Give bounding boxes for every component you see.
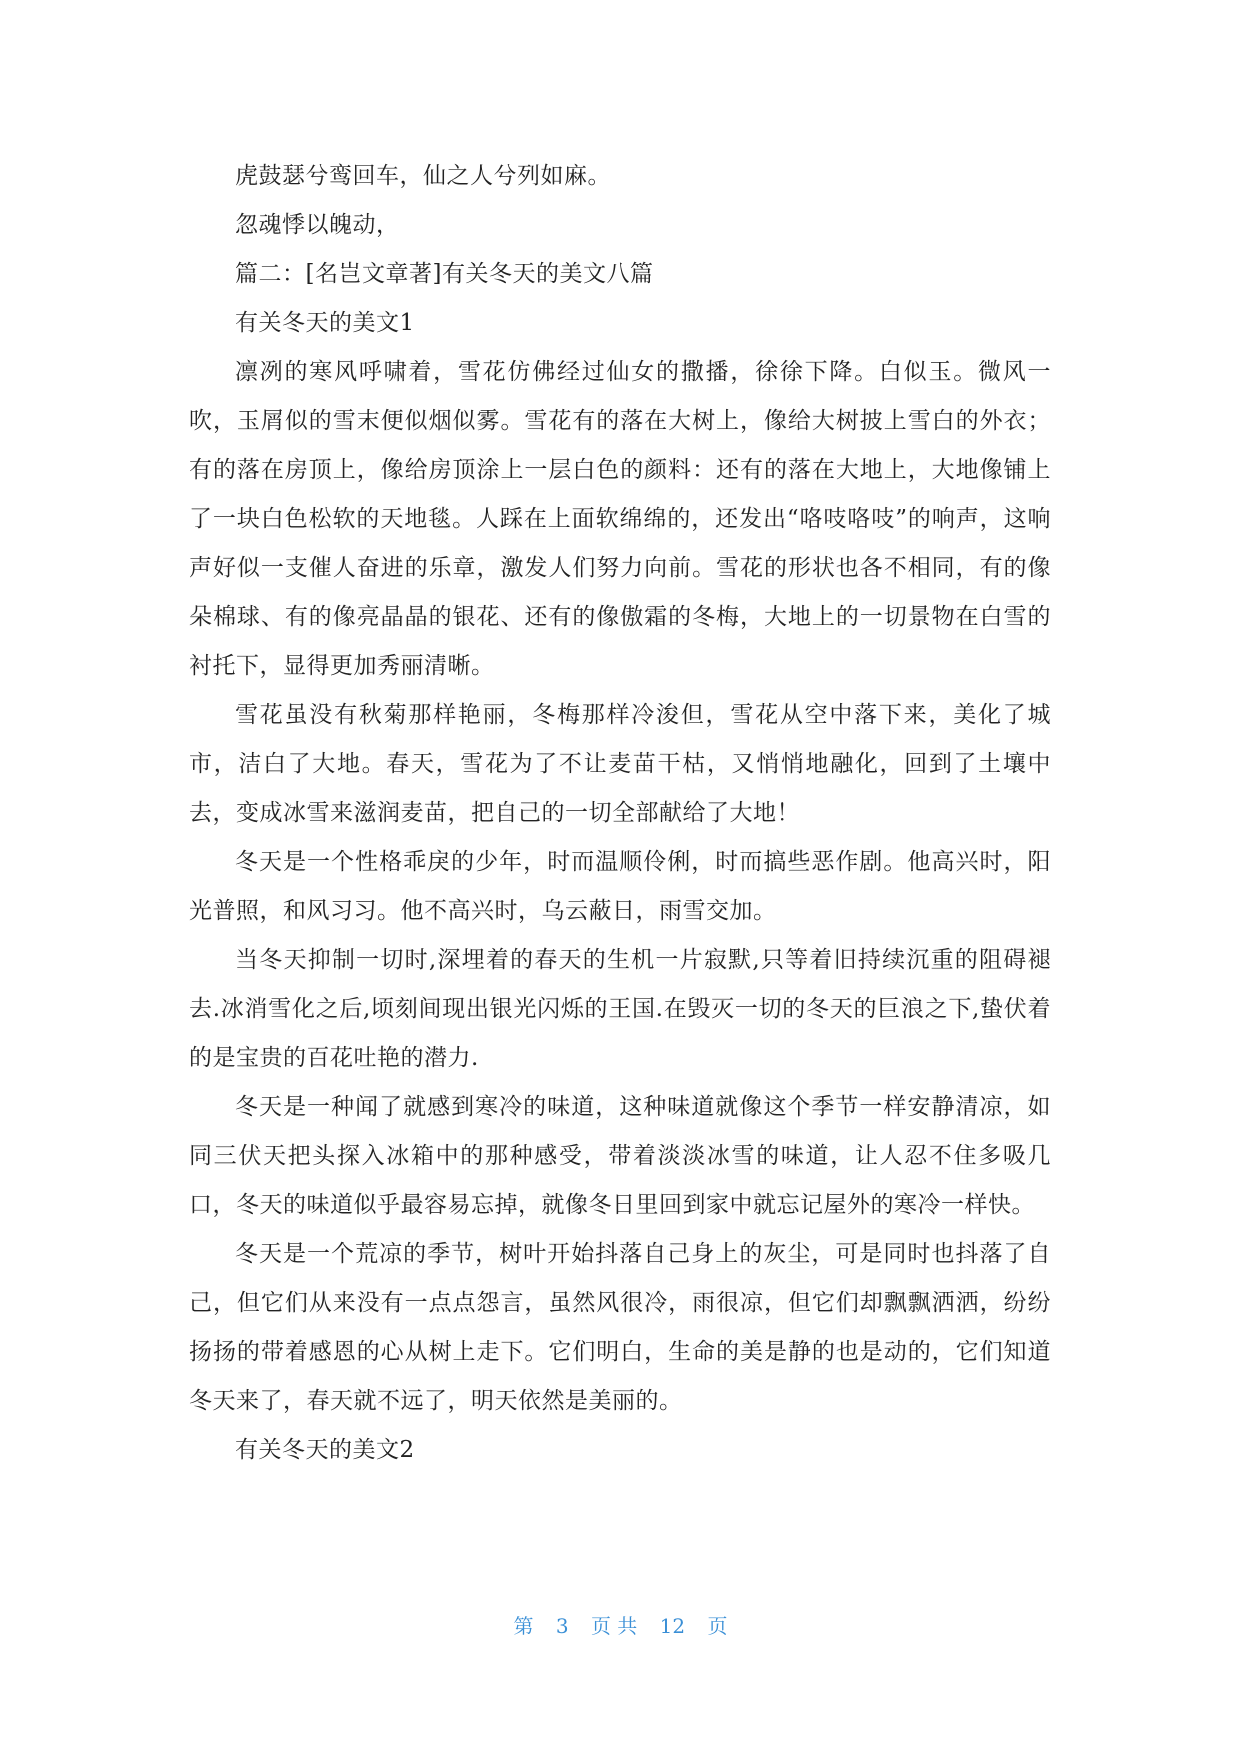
document-body [189,152,1051,1475]
footer-suffix: 页 [707,1614,728,1638]
footer-total-pages: 12 [659,1614,686,1638]
paragraph: 冬天是一个性格乖戾的少年，时而温顺伶俐，时而搞些恶作剧。他高兴时，阳光普照，和风习习。他不高兴时，乌云蔽日，雨雪交加。 [189,849,1051,924]
page-footer [0,1610,1241,1639]
paragraph: 冬天是一个荒凉的季节，树叶开始抖落自己身上的灰尘，可是同时也抖落了自己，但它们从来没有一点点怨言，虽然风很冷，雨很凉，但它们却飘飘洒洒，纷纷扬扬的带着感恩的心从树上走下。它们明白，生命的美是静的也是动的，它们知道冬天来了，春天就不远了，明天依然是美丽的。 [189,1241,1051,1414]
paragraph-poem-line-1: 虎鼓瑟兮鸾回车，仙之人兮列如麻。 [235,163,611,189]
paragraph-poem-line-2: 忽魂悸以魄动， [235,212,400,238]
paragraph: 雪花虽没有秋菊那样艳丽，冬梅那样冷浚但，雪花从空中落下来，美化了城市，洁白了大地。春天，雪花为了不让麦苗干枯，又悄悄地融化，回到了土壤中去，变成冰雪来滋润麦苗，把自己的一切全部献给了大地！ [189,702,1051,826]
footer-current-page: 3 [555,1614,569,1638]
paragraph: 凛冽的寒风呼啸着，雪花仿佛经过仙女的撒播，徐徐下降。白似玉。微风一吹，玉屑似的雪末便似烟似雾。雪花有的落在大树上，像给大树披上雪白的外衣；有的落在房顶上，像给房顶涂上一层白色的颜料：还有的落在大地上，大地像铺上了一块白色松软的天地毯。人踩在上面软绵绵的，还发出“咯吱咯吱”的响声，这响声好似一支催人奋进的乐章，激发人们努力向前。雪花的形状也各不相同，有的像朵棉球、有的像亮晶晶的银花、还有的像傲霜的冬梅，大地上的一切景物在白雪的衬托下，显得更加秀丽清晰。 [189,359,1051,679]
article-title-1: 有关冬天的美文1 [235,310,415,336]
footer-middle: 页 共 [590,1614,638,1638]
paragraph: 冬天是一种闻了就感到寒冷的味道，这种味道就像这个季节一样安静清凉，如同三伏天把头探入冰箱中的那种感受，带着淡淡冰雪的味道，让人忍不住多吸几口，冬天的味道似乎最容易忘掉，就像冬日里回到家中就忘记屋外的寒冷一样快。 [189,1094,1051,1218]
paragraph: 当冬天抑制一切时,深埋着的春天的生机一片寂默,只等着旧持续沉重的阻碍褪去.冰消雪化之后,顷刻间现出银光闪烁的王国.在毁灭一切的冬天的巨浪之下,蛰伏着的是宝贵的百花吐艳的潜力. [189,947,1051,1071]
section-heading: 篇二：[名岂文章著]有关冬天的美文八篇 [235,261,654,287]
article-title-2: 有关冬天的美文2 [235,1437,415,1463]
footer-prefix: 第 [513,1614,534,1638]
